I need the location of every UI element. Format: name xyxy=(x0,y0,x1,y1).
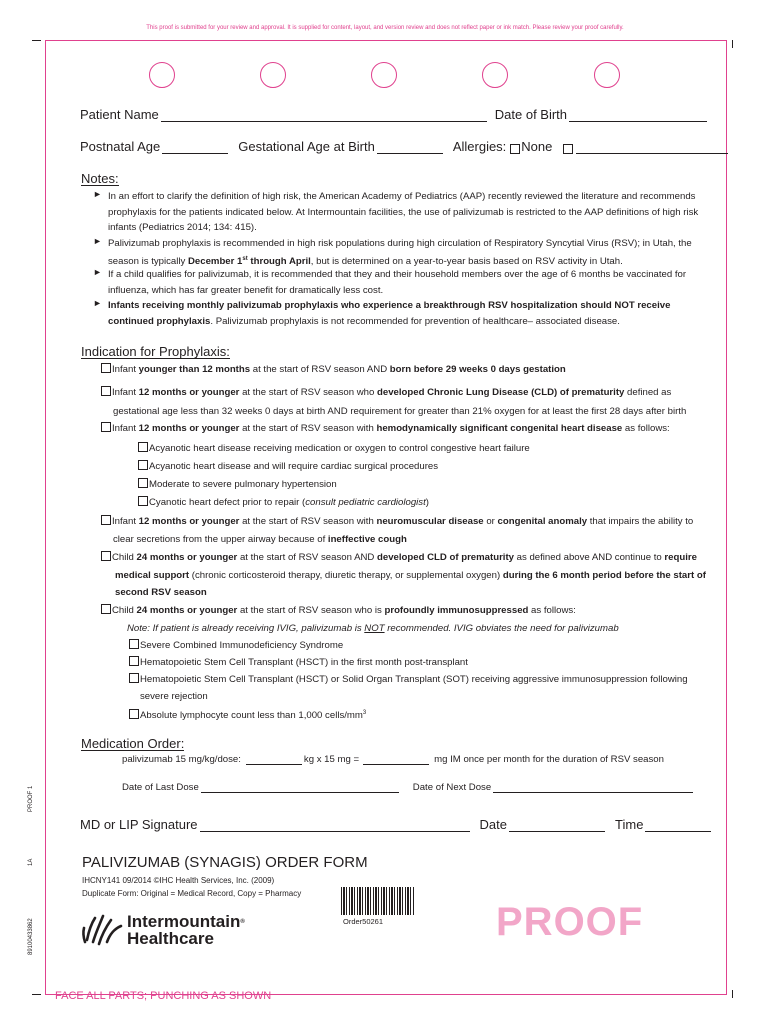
text: Infant xyxy=(112,364,139,375)
crop-mark xyxy=(32,40,41,41)
notes-bullet-4-line-1: Infants receiving monthly palivizumab prophylaxis who experience a breakthrough RSV hospitalization should NOT receive xyxy=(108,300,671,311)
sub-item-continuation: severe rejection xyxy=(140,691,208,702)
notes-bullet-4-line-2 xyxy=(108,314,693,330)
signature-time-label: Time xyxy=(615,817,644,832)
indication-checkbox-1[interactable] xyxy=(101,363,111,373)
indication-item-5-line-1 xyxy=(101,550,706,566)
text: consult pediatric cardiologist xyxy=(305,496,426,508)
text: Infant xyxy=(112,387,139,398)
brand-name-line-2: Healthcare xyxy=(127,929,214,948)
notes-bullet-3 xyxy=(93,267,693,298)
indication-item-6 xyxy=(101,603,688,724)
indication-checkbox-3[interactable] xyxy=(101,422,111,432)
gestational-age-field[interactable] xyxy=(377,142,443,154)
age-row xyxy=(80,139,730,154)
sub-checkbox[interactable] xyxy=(138,478,148,488)
dob-label: Date of Birth xyxy=(494,107,568,122)
text: 12 months or younger xyxy=(138,387,240,398)
text: require xyxy=(664,552,697,563)
text: younger than 12 months xyxy=(138,364,251,375)
text: medical support xyxy=(115,569,190,581)
notes-bullet-2-line-1: Palivizumab prophylaxis is recommended in high risk populations during high circulation of Respiratory Syncytial Virus (RSV); in Utah, the xyxy=(108,238,692,249)
indication-item-4 xyxy=(101,514,693,547)
sub-checkbox[interactable] xyxy=(129,709,139,719)
sub-checkbox[interactable] xyxy=(129,673,139,683)
signature-time-field[interactable] xyxy=(645,820,711,832)
text: 12 months or younger xyxy=(138,423,240,434)
dose-label: palivizumab 15 mg/kg/dose: xyxy=(122,754,241,765)
indication-item-4-line-1 xyxy=(101,514,693,530)
gestational-age-label: Gestational Age at Birth xyxy=(238,139,375,154)
last-dose-field[interactable] xyxy=(201,783,399,793)
next-dose-field[interactable] xyxy=(493,783,693,793)
last-dose-label: Date of Last Dose xyxy=(122,782,199,793)
text: at the start of RSV season AND xyxy=(250,364,390,375)
punching-note: FACE ALL PARTS; PUNCHING AS SHOWN xyxy=(55,990,272,1002)
allergies-label: Allergies: xyxy=(452,139,507,154)
proof-stamp: PROOF xyxy=(496,900,644,944)
text: born before 29 weeks 0 days gestation xyxy=(389,364,566,375)
text: Absolute lymphocyte count less than 1,000 cells/mm xyxy=(140,710,363,722)
text: profoundly immunosuppressed xyxy=(384,605,529,616)
text: Hematopoietic Stem Cell Transplant (HSCT) or Solid Organ Transplant (SOT) receiving aggressive immunosuppression following xyxy=(140,674,688,685)
text: defined as xyxy=(624,387,672,398)
intermountain-logo xyxy=(81,912,281,948)
text: at the start of RSV season with xyxy=(239,423,377,434)
text: as defined above AND continue to xyxy=(514,552,665,563)
brand-name-line-1 xyxy=(127,914,245,930)
punch-hole-4 xyxy=(482,62,508,88)
text: ® xyxy=(240,919,245,925)
indication-checkbox-5[interactable] xyxy=(101,551,111,561)
notes-bullet-1-line-3: infants (Pediatrics 2014; 134: 415). xyxy=(108,222,257,233)
text: Note: If patient is already receiving IVIG, palivizumab is xyxy=(127,622,365,634)
text: Child xyxy=(112,552,137,563)
triangle-bullet-icon: ► xyxy=(93,236,102,246)
indication-item-5-line-2 xyxy=(115,568,706,584)
text: Moderate to severe pulmonary hypertension xyxy=(149,478,337,490)
indication-item-6-note xyxy=(127,621,688,637)
text: 24 months or younger xyxy=(136,552,238,563)
indication-checkbox-6[interactable] xyxy=(101,604,111,614)
indication-item-5 xyxy=(101,550,706,601)
crop-mark xyxy=(732,990,733,998)
side-item-number: 89100433862 xyxy=(28,918,34,955)
indication-item-3-sublist xyxy=(138,440,670,512)
barcode-text: Order50261 xyxy=(343,917,384,926)
text: developed Chronic Lung Disease (CLD) of prematurity xyxy=(377,387,625,398)
text: December 1 xyxy=(187,255,243,267)
allergies-other-checkbox[interactable] xyxy=(563,144,573,154)
patient-name-row xyxy=(80,107,709,122)
notes-heading: Notes: xyxy=(81,171,119,186)
notes-bullet-3-line-1: If a child qualifies for palivizumab, it is recommended that they and their household members over the age of 6 months be vaccinated for xyxy=(108,269,687,280)
notes-bullet-1-line-1: In an effort to clarify the definition of high risk, the American Academy of Pediatrics (AAP) recently reviewed the literature and recommends xyxy=(108,191,696,202)
signature-row xyxy=(80,817,713,832)
notes-bullet-1-line-2: prophylaxis for the patients indicated below. At Intermountain facilities, the use of palivizumab is restricted to the AAP definitions of high risk xyxy=(108,206,699,218)
dose-schedule-label: mg IM once per month for the duration of RSV season xyxy=(434,754,664,765)
indication-item-3 xyxy=(101,421,670,512)
indication-item-1 xyxy=(101,362,566,378)
sub-checkbox[interactable] xyxy=(129,639,139,649)
text: . Palivizumab prophylaxis is not recommended for prevention of healthcare– associated disease. xyxy=(210,315,620,327)
crop-mark xyxy=(732,40,733,48)
indication-item-2-line-1 xyxy=(101,385,686,401)
text: as follows: xyxy=(528,605,576,616)
text: Acyanotic heart disease receiving medication or oxygen to control congestive heart failure xyxy=(149,442,530,454)
punch-hole-2 xyxy=(260,62,286,88)
allergies-none-label: None xyxy=(521,139,553,154)
punch-hole-3 xyxy=(371,62,397,88)
sub-item xyxy=(138,458,670,476)
triangle-bullet-icon: ► xyxy=(93,298,102,308)
text: NOT xyxy=(364,622,385,634)
md-signature-field[interactable] xyxy=(200,820,470,832)
text: Child xyxy=(112,605,137,616)
text: st xyxy=(242,255,248,262)
text: Intermountain xyxy=(127,912,241,931)
sub-checkbox[interactable] xyxy=(129,656,139,666)
sub-checkbox[interactable] xyxy=(138,496,148,506)
text: congenital anomaly xyxy=(497,516,588,527)
indication-item-2-line-2: gestational age less than 32 weeks 0 days at birth AND requirement for greater than 21% oxygen for at least the first 28 days after birth xyxy=(113,405,687,417)
proof-notice: This proof is submitted for your review and approval. It is supplied for content, layout, and version review and does not reflect paper or ink match. Please review your proof carefully. xyxy=(146,25,624,31)
indication-item-6-line-1 xyxy=(101,603,688,619)
sub-item xyxy=(138,494,670,512)
notes-bullet-1 xyxy=(93,189,699,236)
allergies-field[interactable] xyxy=(576,142,728,154)
text: that impairs the ability to xyxy=(587,516,694,527)
text: Acyanotic heart disease and will require cardiac surgical procedures xyxy=(149,460,439,472)
text: or xyxy=(483,516,498,527)
sub-item xyxy=(129,654,688,671)
text: as follows: xyxy=(622,423,670,434)
signature-date-field[interactable] xyxy=(509,820,605,832)
postnatal-age-field[interactable] xyxy=(162,142,228,154)
sub-checkbox[interactable] xyxy=(138,460,148,470)
indication-heading: Indication for Prophylaxis: xyxy=(81,344,230,359)
text: clear secretions from the upper airway because of xyxy=(113,533,328,545)
text: Infant xyxy=(112,423,139,434)
punch-hole-5 xyxy=(594,62,620,88)
punch-hole-1 xyxy=(149,62,175,88)
side-proof-label: PROOF 1 xyxy=(28,785,34,812)
text: continued prophylaxis xyxy=(108,315,211,327)
form-id: IHCNY141 09/2014 ©IHC Health Services, Inc. (2009) xyxy=(82,876,275,885)
crop-mark xyxy=(32,994,41,995)
sub-item xyxy=(129,671,688,688)
intermountain-logo-icon xyxy=(81,912,125,948)
barcode xyxy=(341,887,415,915)
next-dose-label: Date of Next Dose xyxy=(412,782,492,793)
sub-item xyxy=(129,637,688,654)
triangle-bullet-icon: ► xyxy=(93,189,102,199)
duplicate-note: Duplicate Form: Original = Medical Record, Copy = Pharmacy xyxy=(82,889,302,898)
dose-dates-row xyxy=(122,782,695,793)
notes-bullet-3-line-2: influenza, which has far greater benefit for dramatically less cost. xyxy=(108,284,384,296)
side-version-label: 1A xyxy=(28,858,34,866)
dob-field[interactable] xyxy=(569,110,707,122)
medication-heading: Medication Order: xyxy=(81,736,185,751)
text: during the 6 month period before the start of xyxy=(502,569,706,581)
triangle-bullet-icon: ► xyxy=(93,267,102,277)
notes-bullet-2 xyxy=(93,236,693,269)
postnatal-age-label: Postnatal Age xyxy=(80,139,161,154)
dose-kg-label: kg x 15 mg = xyxy=(303,754,360,765)
text: ) xyxy=(425,496,429,508)
text: at the start of RSV season with xyxy=(239,516,377,527)
dose-row xyxy=(122,754,664,765)
indication-checkbox-4[interactable] xyxy=(101,515,111,525)
text: at the start of RSV season AND xyxy=(237,552,377,563)
allergies-none-checkbox[interactable] xyxy=(510,144,520,154)
sub-checkbox[interactable] xyxy=(138,442,148,452)
text: 3 xyxy=(362,710,367,716)
sub-item xyxy=(138,476,670,494)
md-signature-label: MD or LIP Signature xyxy=(80,817,198,832)
sub-item xyxy=(129,705,688,724)
text: at the start of RSV season who xyxy=(239,387,378,398)
text: recommended. IVIG obviates the need for palivizumab xyxy=(384,622,619,634)
text: (chronic corticosteroid therapy, diuretic therapy, or supplemental oxygen) xyxy=(189,569,503,581)
text: through April xyxy=(247,255,311,267)
indication-checkbox-2[interactable] xyxy=(101,386,111,396)
sub-item xyxy=(138,440,670,458)
indication-item-3-line-1 xyxy=(101,421,670,437)
notes-bullet-4 xyxy=(93,298,693,329)
text: season is typically xyxy=(108,255,188,267)
dose-total-field[interactable] xyxy=(363,755,429,765)
patient-name-field[interactable] xyxy=(161,110,487,122)
text: neuromuscular disease xyxy=(376,516,484,527)
indication-item-2 xyxy=(101,385,686,419)
text: ineffective cough xyxy=(327,533,407,545)
indication-item-6-sublist xyxy=(129,637,688,724)
text: , but is determined on a year-to-year basis based on RSV activity in Utah. xyxy=(310,255,623,267)
form-title: PALIVIZUMAB (SYNAGIS) ORDER FORM xyxy=(82,854,368,871)
indication-item-4-line-2 xyxy=(113,532,693,548)
text: Hematopoietic Stem Cell Transplant (HSCT) in the first month post-transplant xyxy=(140,657,468,668)
patient-name-label: Patient Name xyxy=(80,107,159,122)
text: at the start of RSV season who is xyxy=(237,605,385,616)
indication-item-5-line-3: second RSV season xyxy=(115,587,207,598)
text: 24 months or younger xyxy=(136,605,238,616)
text: developed CLD of prematurity xyxy=(377,552,514,563)
text: Cyanotic heart defect prior to repair ( xyxy=(149,496,306,508)
text: hemodynamically significant congenital heart disease xyxy=(376,423,623,434)
text: Severe Combined Immunodeficiency Syndrome xyxy=(140,640,344,651)
weight-field[interactable] xyxy=(246,755,302,765)
text: Infant xyxy=(112,516,139,527)
signature-date-label: Date xyxy=(479,817,508,832)
text: 12 months or younger xyxy=(138,516,240,527)
